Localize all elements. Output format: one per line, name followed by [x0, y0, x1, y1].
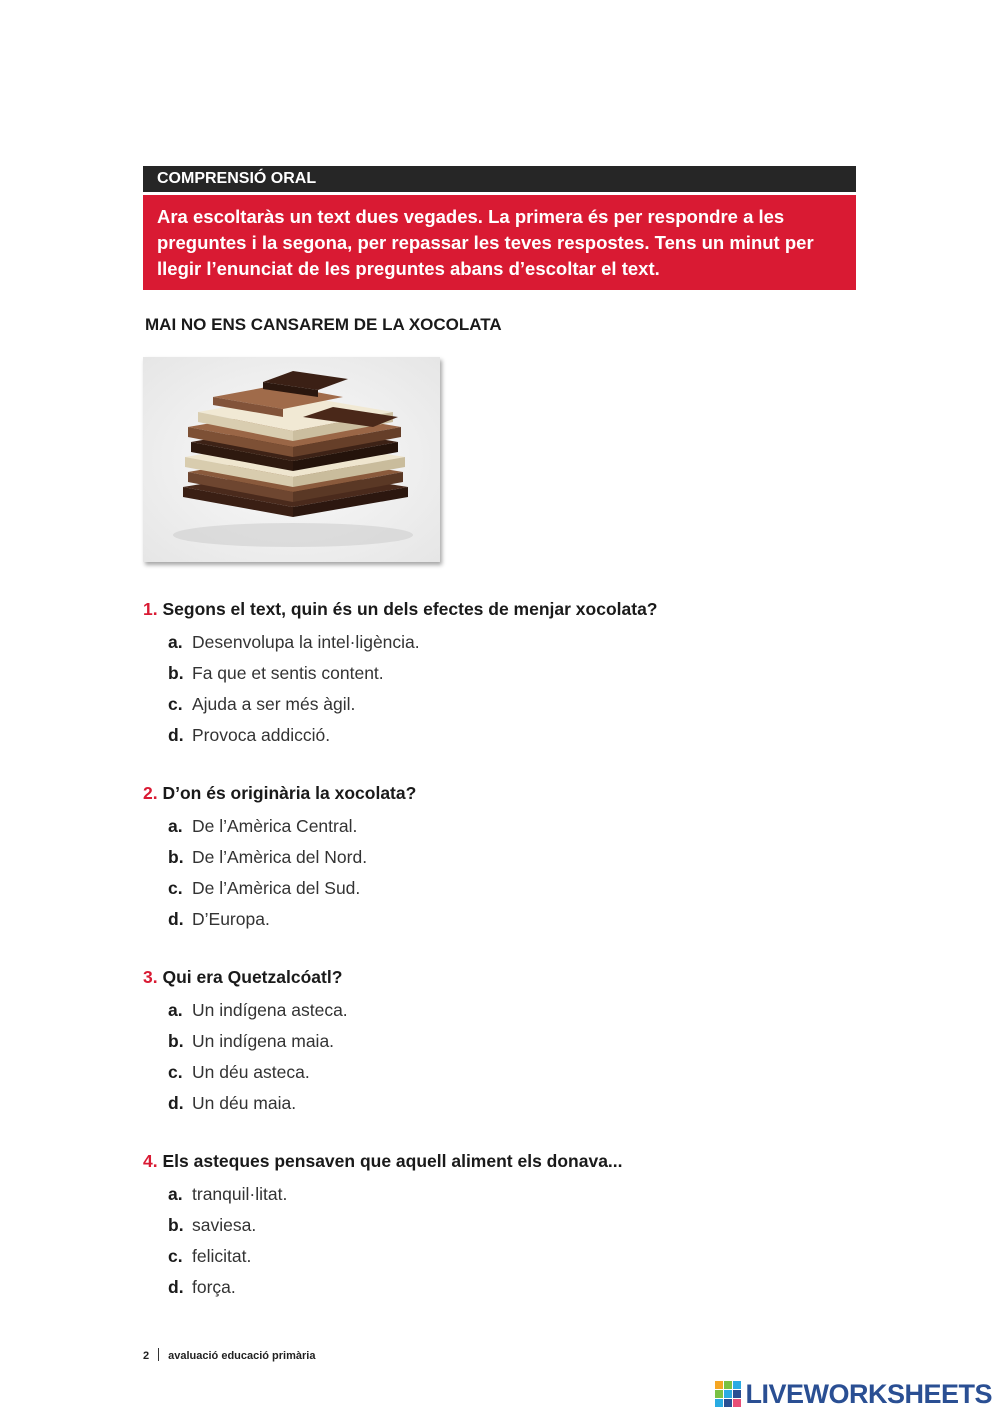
- option-text: De l’Amèrica del Nord.: [192, 847, 368, 867]
- option-text: Un indígena maia.: [192, 1031, 335, 1051]
- option-text: Ajuda a ser més àgil.: [192, 694, 356, 714]
- option-d[interactable]: [168, 904, 441, 935]
- option-letter: a.: [168, 1000, 183, 1020]
- option-text: Desenvolupa la intel·ligència.: [192, 632, 420, 652]
- option-letter: c.: [168, 878, 183, 898]
- option-text: tranquil·litat.: [192, 1184, 288, 1204]
- chocolate-photo: [143, 357, 440, 562]
- option-letter: d.: [168, 725, 184, 745]
- option-a[interactable]: [168, 995, 367, 1026]
- chocolate-stack-illustration: [143, 357, 440, 562]
- option-text: saviesa.: [192, 1215, 257, 1235]
- option-letter: a.: [168, 816, 183, 836]
- option-text: Un déu asteca.: [192, 1062, 310, 1082]
- option-b[interactable]: [168, 842, 441, 873]
- option-d[interactable]: [168, 1272, 648, 1303]
- question-number: 4.: [143, 1151, 158, 1171]
- question-number: 2.: [143, 783, 158, 803]
- section-header: COMPRENSIÓ ORAL: [143, 166, 856, 192]
- option-text: felicitat.: [192, 1246, 252, 1266]
- question-text: Qui era Quetzalcóatl?: [162, 967, 343, 987]
- option-letter: b.: [168, 847, 184, 867]
- option-b[interactable]: [168, 1210, 648, 1241]
- page-number: 2: [143, 1350, 150, 1362]
- option-a[interactable]: [168, 627, 683, 658]
- option-letter: a.: [168, 632, 183, 652]
- option-text: De l’Amèrica Central.: [192, 816, 358, 836]
- question-text: Els asteques pensaven que aquell aliment els donava...: [162, 1151, 623, 1171]
- option-letter: c.: [168, 1246, 183, 1266]
- question-text: D’on és originària la xocolata?: [162, 783, 417, 803]
- question-2: [143, 779, 416, 935]
- question-number: 1.: [143, 599, 158, 619]
- page-footer: [143, 1348, 315, 1362]
- option-text: Un indígena asteca.: [192, 1000, 348, 1020]
- option-letter: c.: [168, 1062, 183, 1082]
- option-letter: d.: [168, 909, 184, 929]
- option-b[interactable]: [168, 1026, 367, 1057]
- option-a[interactable]: [168, 811, 441, 842]
- liveworksheets-logo-icon: [715, 1381, 741, 1407]
- option-a[interactable]: [168, 1179, 648, 1210]
- reading-title: MAI NO ENS CANSAREM DE LA XOCOLATA: [145, 315, 502, 334]
- option-text: D’Europa.: [192, 909, 270, 929]
- option-letter: d.: [168, 1277, 184, 1297]
- option-letter: a.: [168, 1184, 183, 1204]
- option-text: Provoca addicció.: [192, 725, 331, 745]
- instructions-box: Ara escoltaràs un text dues vegades. La primera és per respondre a les preguntes i la segona, per repassar les teves respostes. Tens un minut per llegir l’enunciat de les preguntes abans d’escoltar el text.: [143, 195, 856, 290]
- option-letter: d.: [168, 1093, 184, 1113]
- option-text: Fa que et sentis content.: [192, 663, 384, 683]
- liveworksheets-watermark[interactable]: [715, 1377, 992, 1411]
- option-d[interactable]: [168, 1088, 367, 1119]
- option-letter: b.: [168, 1215, 184, 1235]
- footer-divider: [158, 1348, 159, 1361]
- question-4: [143, 1147, 623, 1303]
- footer-text: avaluació educació primària: [168, 1350, 316, 1362]
- watermark-text: LIVEWORKSHEETS: [745, 1378, 992, 1409]
- option-c[interactable]: [168, 873, 441, 904]
- option-letter: b.: [168, 1031, 184, 1051]
- question-3: [143, 963, 348, 1119]
- option-c[interactable]: [168, 1057, 367, 1088]
- option-b[interactable]: [168, 658, 683, 689]
- question-1: [143, 595, 658, 751]
- option-text: força.: [192, 1277, 236, 1297]
- question-text: Segons el text, quin és un dels efectes de menjar xocolata?: [162, 599, 658, 619]
- option-text: Un déu maia.: [192, 1093, 297, 1113]
- option-d[interactable]: [168, 720, 683, 751]
- option-c[interactable]: [168, 689, 683, 720]
- question-number: 3.: [143, 967, 158, 987]
- option-text: De l’Amèrica del Sud.: [192, 878, 361, 898]
- option-letter: c.: [168, 694, 183, 714]
- option-letter: b.: [168, 663, 184, 683]
- option-c[interactable]: [168, 1241, 648, 1272]
